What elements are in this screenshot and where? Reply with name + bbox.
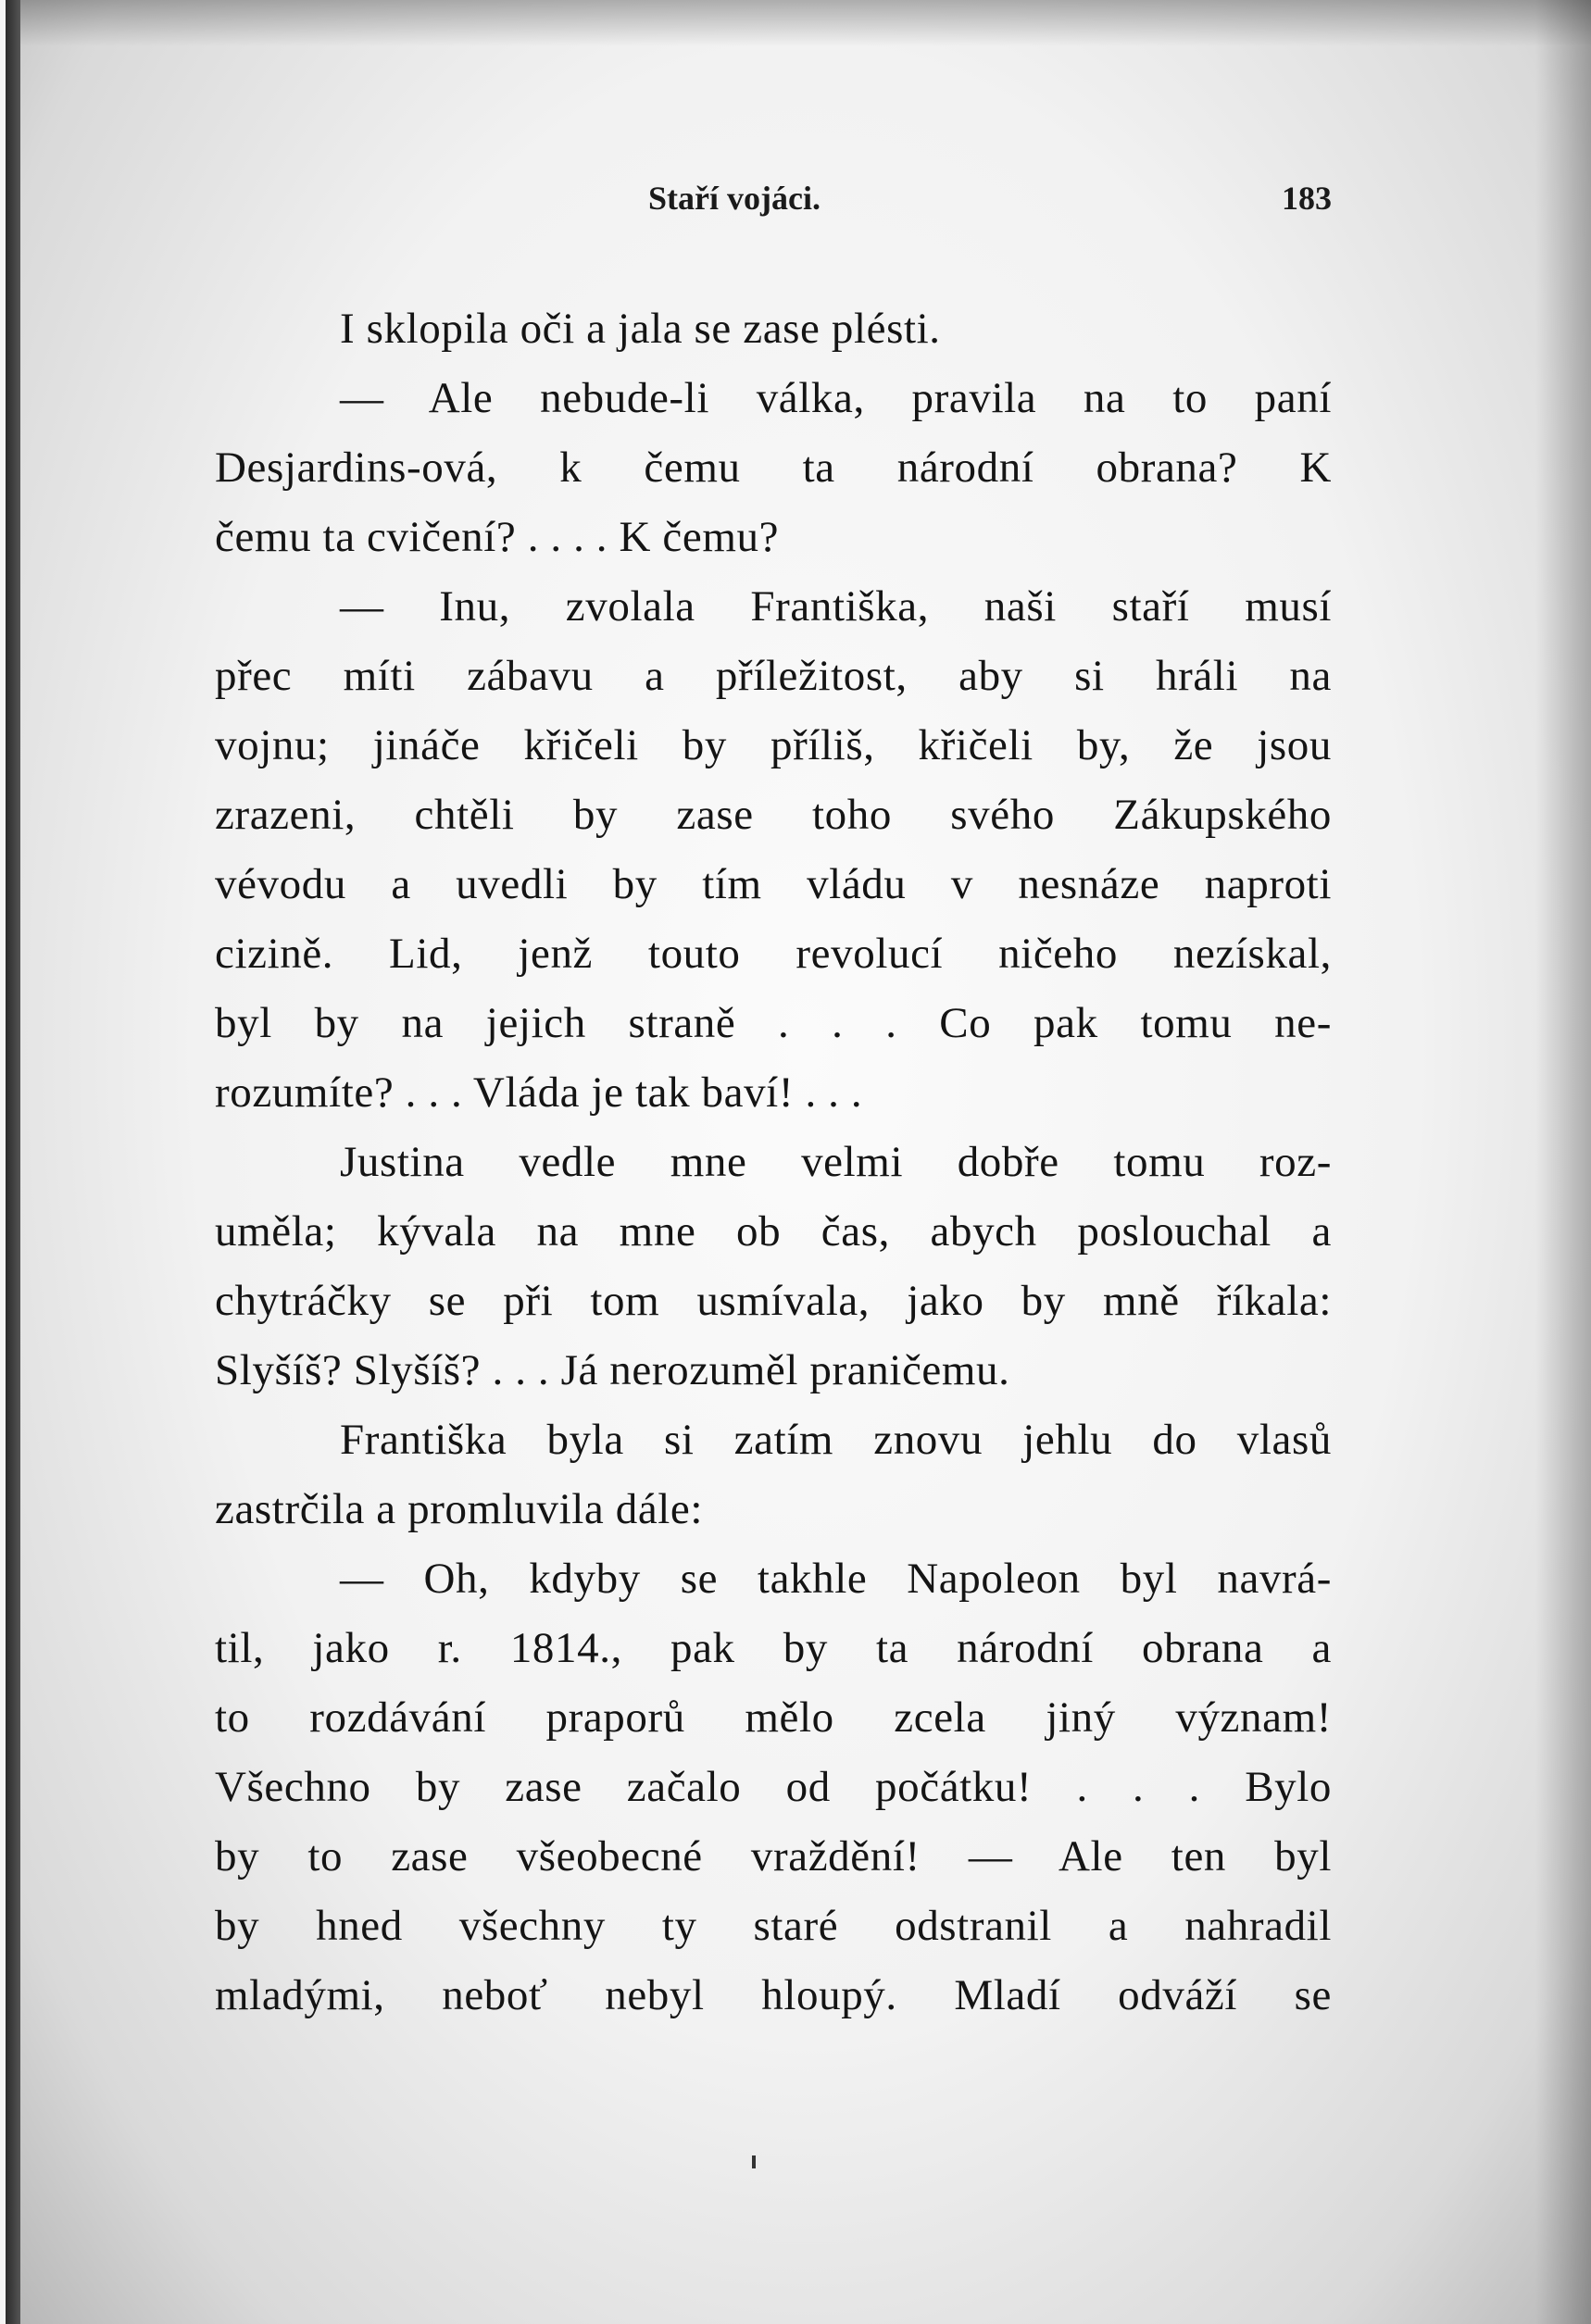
text-line: Všechno by zase začalo od počátku! . . . Bylo — [215, 1763, 1332, 1811]
text-line: zastrčila a promluvila dále: — [215, 1485, 704, 1533]
page-shadow-top — [20, 0, 1591, 46]
text-line: Františka byla si zatím znovu jehlu do vlasů — [340, 1416, 1332, 1464]
text-line: mladými, neboť nebyl hloupý. Mladí odváží se — [215, 1971, 1332, 2019]
text-line: zrazeni, chtěli by zase toho svého Zákupského — [215, 791, 1332, 839]
running-title: Staří vojáci. — [648, 180, 821, 217]
text-line: Desjardins-ová, k čemu ta národní obrana? K — [215, 444, 1332, 492]
text-line: rozumíte? . . . Vláda je tak baví! . . . — [215, 1068, 863, 1117]
text-line: to rozdávání praporů mělo zcela jiný význam! — [215, 1693, 1332, 1742]
page-header — [213, 179, 1332, 225]
text-line: I sklopila oči a jala se zase plésti. — [340, 305, 941, 353]
scan-edge — [0, 0, 20, 2324]
text-line: přec míti zábavu a příležitost, aby si hráli na — [215, 652, 1332, 700]
text-line: — Inu, zvolala Františka, naši staří musí — [340, 582, 1332, 631]
text-line: vévodu a uvedli by tím vládu v nesnáze naproti — [215, 860, 1332, 908]
text-line: Justina vedle mne velmi dobře tomu roz- — [340, 1138, 1332, 1186]
text-line: byl by na jejich straně . . . Co pak tomu ne- — [215, 999, 1332, 1047]
page-number: 183 — [1282, 180, 1332, 217]
text-line: by hned všechny ty staré odstranil a nahradil — [215, 1902, 1332, 1950]
text-line: uměla; kývala na mne ob čas, abych poslouchal a — [215, 1207, 1332, 1256]
text-line: — Ale nebude-li válka, pravila na to paní — [340, 374, 1332, 422]
page-shadow-right — [1535, 0, 1591, 2324]
text-line: — Oh, kdyby se takhle Napoleon byl navrá- — [340, 1555, 1332, 1603]
text-line: til, jako r. 1814., pak by ta národní obrana a — [215, 1624, 1332, 1672]
print-mark — [752, 2155, 756, 2168]
text-line: Slyšíš? Slyšíš? . . . Já nerozuměl praničemu. — [215, 1346, 1010, 1394]
text-line: by to zase všeobecné vraždění! — Ale ten byl — [215, 1832, 1332, 1880]
text-line: chytráčky se při tom usmívala, jako by mně říkala: — [215, 1277, 1332, 1325]
text-line: čemu ta cvičení? . . . . K čemu? — [215, 513, 780, 561]
text-line: vojnu; jináče křičeli by příliš, křičeli by, že jsou — [215, 721, 1332, 769]
body-text — [215, 294, 1332, 2030]
text-line: cizině. Lid, jenž touto revolucí ničeho nezískal, — [215, 930, 1332, 978]
